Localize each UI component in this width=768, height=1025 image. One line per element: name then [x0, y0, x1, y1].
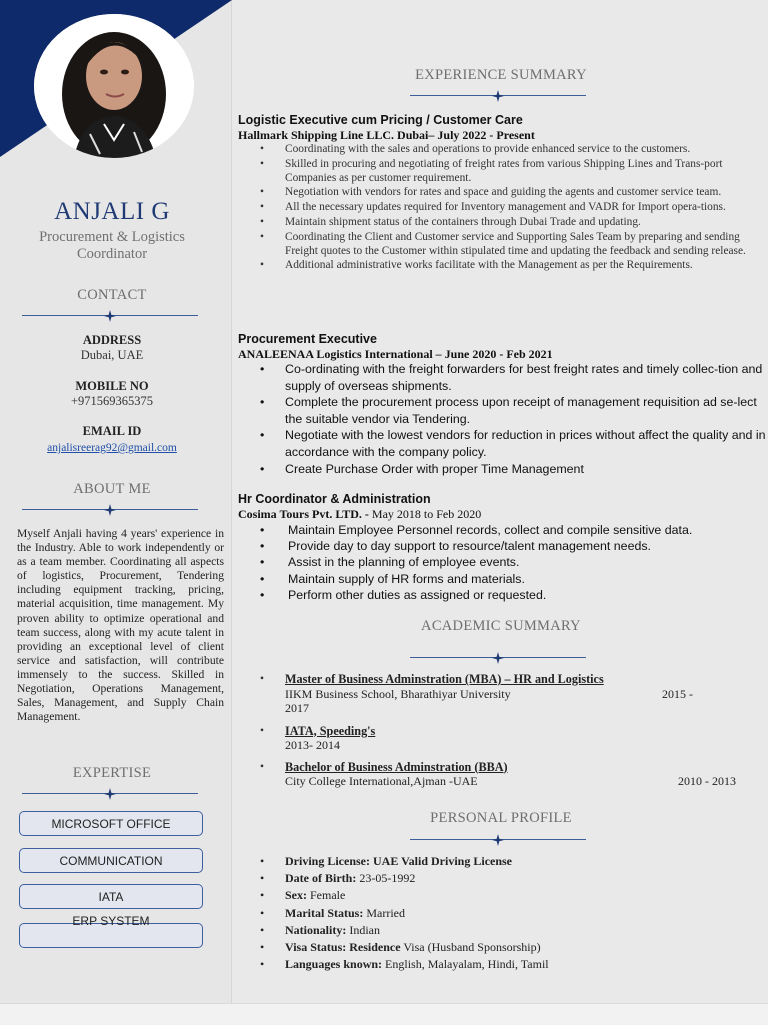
list-item: • Maintain Employee Personnel records, collect and compile sensitive data.: [238, 522, 766, 538]
edu-1-school-row: [285, 687, 763, 702]
edu-2-degree: • IATA, Speeding's: [285, 723, 376, 738]
job-2-company: ANALEENAA Logistics International – June 2020 - Feb 2021: [238, 347, 553, 361]
visa-value: Visa (Husband Sponsorship): [400, 940, 541, 955]
person-role: [0, 229, 224, 262]
contact-divider: [22, 310, 198, 322]
about-divider: [22, 504, 198, 516]
academic-list: [238, 672, 763, 790]
personal-divider: [410, 834, 586, 846]
expertise-badge-erp-label: ERP SYSTEM: [72, 914, 150, 928]
job-1-company: Hallmark Shipping Line LLC. Dubai– July 2022 - Present: [238, 128, 535, 142]
academic-divider: [410, 652, 586, 664]
about-heading: ABOUT ME: [73, 481, 151, 497]
mobile-value: +971569365375: [70, 394, 154, 408]
job-1-bullets: [238, 143, 763, 274]
four-point-star-icon: [492, 652, 504, 664]
dob-label: Date of Birth:: [285, 871, 357, 886]
expertise-divider: [22, 788, 198, 800]
edu-3-degree: • Bachelor of Business Adminstration (BBA): [285, 759, 508, 774]
visa-label: Visa Status: Residence: [285, 940, 401, 955]
list-item: • Negotiate with the lowest vendors for reduction in prices without affect the quality and in accordance with the company policy.: [238, 427, 766, 460]
email-link[interactable]: anjalisreerag92@gmail.com: [47, 442, 177, 454]
list-item: • Assist in the planning of employee events.: [238, 554, 766, 570]
marital-label: Marital Status:: [285, 905, 364, 920]
edu-2-years: 2013- 2014: [285, 738, 340, 752]
person-name: ANJALI G: [54, 198, 170, 225]
list-item: • Complete the procurement process upon receipt of management requisition ad se-lect the suitable vendor via Tendering.: [238, 394, 766, 427]
job-3-bullets: [238, 522, 766, 603]
four-point-star-icon: [104, 788, 116, 800]
job-1-title: Logistic Executive cum Pricing / Customer Care: [238, 113, 523, 127]
list-item: • Maintain supply of HR forms and materials.: [238, 571, 766, 587]
address-value: Dubai, UAE: [80, 348, 144, 362]
edu-1-degree: • Master of Business Adminstration (MBA) – HR and Logistics: [285, 672, 604, 686]
page-bottom-strip: [0, 1003, 768, 1025]
experience-heading: EXPERIENCE SUMMARY: [415, 67, 587, 83]
job-3-title: Hr Coordinator & Administration: [238, 492, 431, 506]
list-item: [238, 672, 763, 716]
address-label: ADDRESS: [82, 333, 142, 347]
edu-3-school: City College International,Ajman -UAE: [285, 774, 478, 788]
languages-label: Languages known:: [285, 957, 383, 972]
contact-heading: CONTACT: [77, 287, 147, 303]
list-item: • Negotiation with vendors for rates and space and guiding the agents and customer service team.: [238, 186, 763, 200]
four-point-star-icon: [104, 310, 116, 322]
expertise-badge-iata[interactable]: IATA: [19, 884, 203, 909]
expertise-badge-ms-office[interactable]: MICROSOFT OFFICE: [19, 811, 203, 836]
list-item: • Create Purchase Order with proper Time Management: [238, 461, 766, 478]
mobile-label: MOBILE NO: [75, 379, 149, 393]
list-item: [238, 939, 763, 956]
list-item: [238, 853, 763, 870]
dob-value: 23-05-1992: [356, 871, 416, 886]
edu-1-years-start: 2015 -: [662, 686, 693, 701]
list-item: • Additional administrative works facilitate with the Management as per the Requirements.: [238, 259, 763, 273]
list-item: [238, 870, 763, 887]
languages-value: English, Malayalam, Hindi, Tamil: [382, 957, 549, 972]
edu-3-school-row: [285, 774, 763, 789]
list-item: [238, 724, 763, 753]
list-item: • All the necessary updates required for Inventory management and VADR for Import opera-tions.: [238, 201, 763, 215]
list-item: • Co-ordinating with the freight forwarders for best freight rates and timely collec-tion and supply of overseas shipments.: [238, 361, 766, 394]
profile-photo: [34, 14, 194, 158]
list-item: • Provide day to day support to resource/talent management needs.: [238, 538, 766, 554]
edu-1-school: IIKM Business School, Bharathiyar University: [285, 686, 511, 701]
job-3-company-dates: May 2018 to Feb 2020: [368, 507, 482, 521]
role-line-2: Coordinator: [76, 245, 148, 262]
list-item: [238, 956, 763, 973]
sex-value: Female: [307, 888, 346, 903]
sex-label: Sex:: [285, 888, 307, 903]
edu-3-years: 2010 - 2013: [678, 774, 736, 788]
email-label: EMAIL ID: [82, 424, 142, 438]
personal-list: [238, 853, 763, 973]
list-item: [238, 922, 763, 939]
list-item: • Coordinating the Client and Customer service and Supporting Sales Team by preparing and sending Freight quotes to the Customer within stipulated time and updating the feedback and sending release.: [238, 231, 763, 259]
four-point-star-icon: [492, 834, 504, 846]
email-row: [0, 440, 224, 455]
list-item: [238, 760, 763, 789]
driving-license-label: Driving License: UAE Valid Driving License: [285, 854, 513, 868]
experience-divider: [410, 90, 586, 102]
four-point-star-icon: [492, 90, 504, 102]
nationality-label: Nationality:: [285, 922, 347, 937]
four-point-star-icon: [104, 504, 116, 516]
expertise-badge-communication[interactable]: COMMUNICATION: [19, 848, 203, 873]
role-line-1: Procurement & Logistics: [39, 229, 185, 245]
list-item: • Skilled in procuring and negotiating of freight rates from various Shipping Lines and Trans-port Companies as per customer requirement.: [238, 158, 763, 186]
edu-1-years-end: 2017: [285, 701, 309, 715]
job-3-company: [238, 507, 481, 522]
list-item: [238, 905, 763, 922]
marital-value: Married: [363, 905, 405, 920]
job-2-title: Procurement Executive: [238, 332, 377, 346]
list-item: • Maintain shipment status of the containers through Dubai Trade and updating.: [238, 216, 763, 230]
academic-heading: ACADEMIC SUMMARY: [421, 618, 581, 634]
list-item: • Coordinating with the sales and operations to provide enhanced service to the customers.: [238, 143, 763, 157]
expertise-badge-erp[interactable]: [19, 914, 203, 948]
job-3-company-name: Cosima Tours Pvt. LTD. -: [238, 507, 369, 521]
about-text: Myself Anjali having 4 years' experience in the Industry. Able to work independently or as a team member. Coordinating all aspects of logistics, Procurement, Tendering including equipment tracking, pricing, material acquisition, time management. My proven ability to optimize operational and team success, along with my acute talent in providing an exceptional level of client service and satisfaction, will contribute immensely to the success. Skilled in Negotiation, Operations Management, Sales, Management, and Supply Chain Management.: [17, 527, 224, 724]
personal-heading: PERSONAL PROFILE: [430, 810, 572, 826]
job-2-bullets: [238, 361, 766, 477]
nationality-value: Indian: [346, 922, 380, 937]
list-item: • Perform other duties as assigned or requested.: [238, 587, 766, 603]
expertise-heading: EXPERTISE: [72, 765, 152, 781]
list-item: [238, 887, 763, 904]
